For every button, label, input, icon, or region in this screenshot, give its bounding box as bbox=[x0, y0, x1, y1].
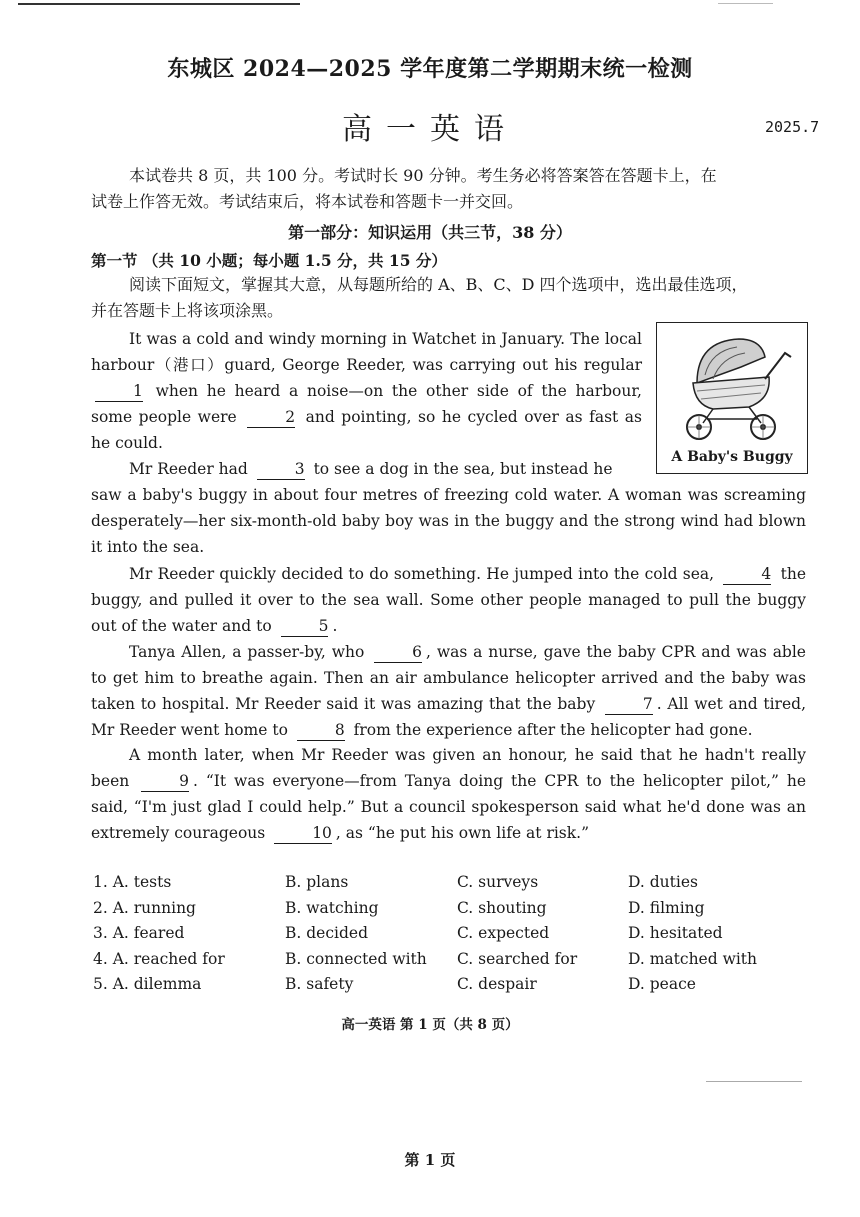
option-4a[interactable]: 4. A. reached for bbox=[93, 949, 225, 968]
baby-buggy-icon bbox=[657, 323, 807, 443]
instructions-line1: 本试卷共 8 页，共 100 分。考试时长 90 分钟。考生务必将答案答在答题卡上，在 bbox=[129, 166, 717, 185]
blank-10[interactable]: 10 bbox=[274, 823, 332, 844]
option-3d[interactable]: D. hesitated bbox=[628, 924, 723, 943]
directions bbox=[91, 272, 806, 298]
passage-paragraph-2a bbox=[91, 456, 642, 482]
instructions-cont bbox=[91, 189, 806, 215]
top-rule-right bbox=[718, 3, 773, 4]
exam-title: 东城区 2024—2025 学年度第二学期期末统一检测 bbox=[167, 56, 693, 82]
option-5b[interactable]: B. safety bbox=[285, 975, 354, 994]
blank-8[interactable]: 8 bbox=[297, 720, 345, 741]
p4-text-d: from the experience after the helicopter had gone. bbox=[353, 721, 753, 739]
directions-line1: 阅读下面短文，掌握其大意，从每题所给的 A、B、C、D 四个选项中，选出最佳选项， bbox=[129, 275, 748, 294]
instructions-line2: 试卷上作答无效。考试结束后，将本试卷和答题卡一并交回。 bbox=[91, 192, 524, 211]
p2-text-c: saw a baby's buggy in about four metres of freezing cold water. A woman was screaming desperately—her six-month-old baby boy was in the buggy and the strong wind had blown it into the sea. bbox=[91, 486, 806, 556]
footer-rule bbox=[706, 1081, 802, 1082]
exam-date: 2025.7 bbox=[765, 118, 820, 136]
p5-text-a: A month later, when Mr Reeder was given an honour, he said that he hadn't really been bbox=[91, 746, 806, 790]
option-4b[interactable]: B. connected with bbox=[285, 949, 427, 968]
instructions bbox=[91, 163, 806, 189]
blank-3[interactable]: 3 bbox=[257, 459, 305, 480]
page-footer-label: 高一英语 第 1 页（共 8 页） bbox=[341, 1017, 519, 1033]
p4-text-a: Tanya Allen, a passer-by, who bbox=[129, 643, 365, 661]
option-3b[interactable]: B. decided bbox=[285, 924, 368, 943]
option-1a[interactable]: 1. A. tests bbox=[93, 873, 172, 891]
p2-text-b: to see a dog in the sea, but instead he bbox=[313, 460, 613, 478]
option-row-3 bbox=[93, 924, 813, 950]
directions-cont bbox=[91, 298, 806, 324]
option-5a[interactable]: 5. A. dilemma bbox=[93, 975, 202, 994]
option-1d[interactable]: D. duties bbox=[628, 873, 698, 891]
top-rule bbox=[18, 3, 300, 5]
option-5d[interactable]: D. peace bbox=[628, 975, 696, 994]
blank-6[interactable]: 6 bbox=[374, 642, 422, 663]
passage-paragraph-1 bbox=[91, 326, 642, 456]
section1-heading: 第一节 （共 10 小题；每小题 1.5 分，共 15 分） bbox=[91, 251, 447, 270]
directions-line2: 并在答题卡上将该项涂黑。 bbox=[91, 301, 284, 320]
p4-text-c: . All wet and tired, Mr Reeder went home to bbox=[91, 695, 806, 739]
option-5c[interactable]: C. despair bbox=[457, 975, 537, 994]
option-row-1 bbox=[93, 873, 813, 899]
blank-4[interactable]: 4 bbox=[723, 564, 771, 585]
blank-5[interactable]: 5 bbox=[281, 616, 329, 637]
p1-text-b: when he heard a noise—on the other side of the harbour, some people were bbox=[91, 382, 642, 426]
p4-text-b: , was a nurse, gave the baby CPR and was able to get him to breathe again. Then an air ambulance helicopter arrived and the baby was taken to hospital. Mr Reeder said it was amazing that the baby bbox=[91, 643, 806, 713]
blank-2[interactable]: 2 bbox=[247, 407, 295, 428]
passage-paragraph-5 bbox=[91, 742, 806, 846]
passage-paragraph-3 bbox=[91, 561, 806, 639]
p1-text-a: It was a cold and windy morning in Watchet in January. The local harbour（港口）guard, George Reeder, was carrying out his regular bbox=[91, 330, 642, 374]
figure-caption: A Baby's Buggy bbox=[671, 449, 793, 465]
blank-1[interactable]: 1 bbox=[95, 381, 143, 402]
option-3a[interactable]: 3. A. feared bbox=[93, 924, 185, 943]
p3-text-b: the buggy, and pulled it over to the sea wall. Some other people managed to pull the buggy out of the water and to bbox=[91, 565, 806, 635]
passage-paragraph-2b bbox=[91, 482, 806, 560]
option-4c[interactable]: C. searched for bbox=[457, 949, 578, 968]
passage-paragraph-4 bbox=[91, 639, 806, 743]
option-row-5 bbox=[93, 975, 813, 1001]
p3-text-c: . bbox=[332, 617, 338, 635]
answer-options bbox=[93, 873, 813, 1001]
option-2a[interactable]: 2. A. running bbox=[93, 898, 196, 917]
option-3c[interactable]: C. expected bbox=[457, 924, 550, 943]
blank-7[interactable]: 7 bbox=[605, 694, 653, 715]
part1-heading: 第一部分：知识运用（共三节，38 分） bbox=[288, 223, 572, 242]
option-2d[interactable]: D. filming bbox=[628, 898, 705, 917]
page-number: 第 1 页 bbox=[404, 1151, 456, 1169]
baby-buggy-figure bbox=[656, 322, 808, 474]
exam-subject: 高一英语 bbox=[342, 112, 518, 147]
option-2b[interactable]: B. watching bbox=[285, 898, 379, 917]
p2-text-a: Mr Reeder had bbox=[129, 460, 248, 478]
option-row-2 bbox=[93, 899, 813, 925]
p5-text-c: , as “he put his own life at risk.” bbox=[335, 824, 590, 842]
option-row-4 bbox=[93, 950, 813, 976]
option-4d[interactable]: D. matched with bbox=[628, 949, 758, 968]
p1-text-c: and pointing, so he cycled over as fast as he could. bbox=[91, 408, 642, 452]
option-1c[interactable]: C. surveys bbox=[457, 873, 539, 891]
p3-text-a: Mr Reeder quickly decided to do something. He jumped into the cold sea, bbox=[129, 565, 715, 583]
option-1b[interactable]: B. plans bbox=[285, 873, 349, 891]
option-2c[interactable]: C. shouting bbox=[457, 898, 547, 917]
p5-text-b: . “It was everyone—from Tanya doing the CPR to the helicopter pilot,” he said, “I'm just glad I could help.” But a council spokesperson said what he'd done was an extremely courageous bbox=[91, 772, 806, 842]
blank-9[interactable]: 9 bbox=[141, 771, 189, 792]
